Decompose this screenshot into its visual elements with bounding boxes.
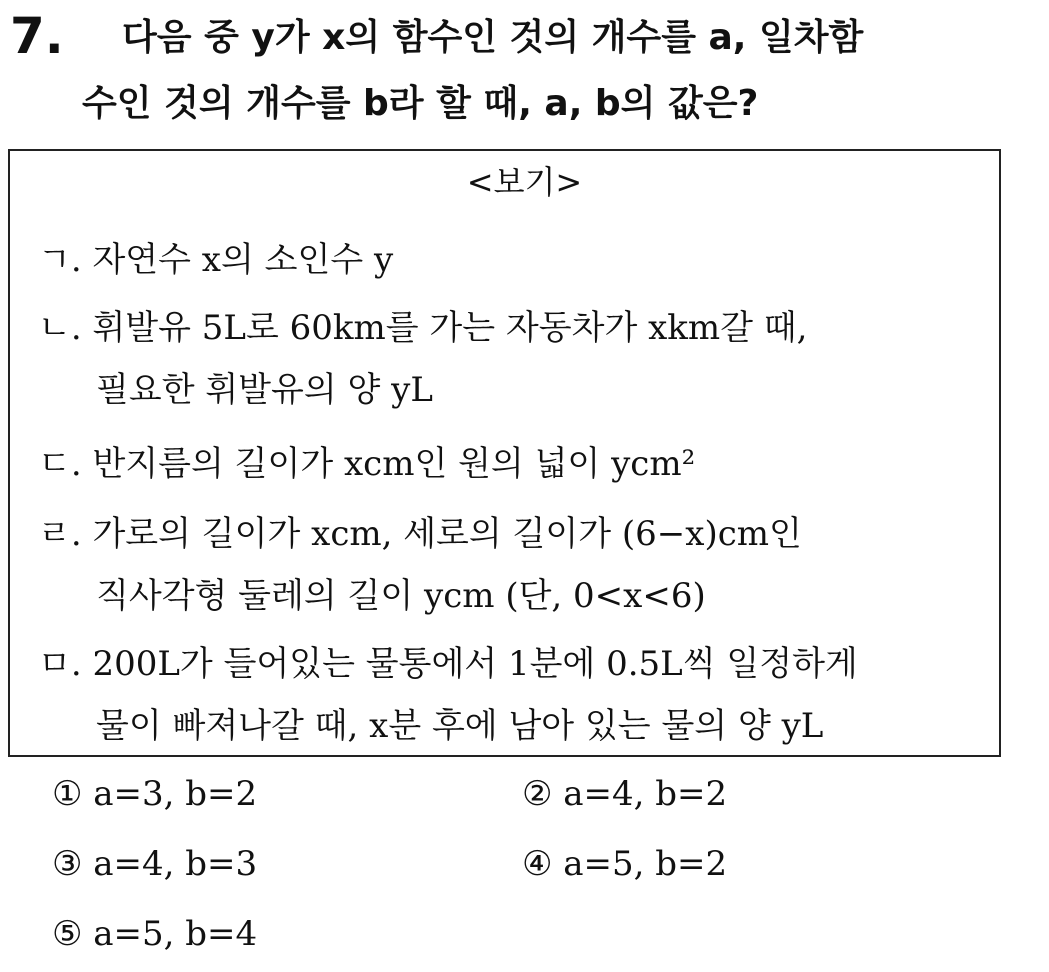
- example-item-3: ㄷ. 반지름의 길이가 xcm인 원의 넓이 ycm²: [38, 444, 696, 484]
- question-text-line-2: 수인 것의 개수를 b라 할 때, a, b의 값은?: [82, 83, 759, 124]
- answer-option-4[interactable]: ④ a=5, b=2: [522, 844, 728, 884]
- example-item-5-line-1: ㅁ. 200L가 들어있는 물통에서 1분에 0.5L씩 일정하게: [38, 644, 858, 684]
- example-item-4-line-2: 직사각형 둘레의 길이 ycm (단, 0<x<6): [96, 576, 706, 616]
- example-item-5-line-2: 물이 빠져나갈 때, x분 후에 남아 있는 물의 양 yL: [96, 706, 824, 746]
- question-text-line-1: 다음 중 y가 x의 함수인 것의 개수를 a, 일차함: [122, 17, 864, 58]
- answer-option-1[interactable]: ① a=3, b=2: [52, 774, 258, 814]
- answer-option-3[interactable]: ③ a=4, b=3: [52, 844, 258, 884]
- example-item-2-line-1: ㄴ. 휘발유 5L로 60km를 가는 자동차가 xkm갈 때,: [38, 308, 808, 348]
- example-item-4-line-1: ㄹ. 가로의 길이가 xcm, 세로의 길이가 (6−x)cm인: [38, 514, 802, 554]
- example-item-1: ㄱ. 자연수 x의 소인수 y: [38, 240, 394, 280]
- example-item-2-line-2: 필요한 휘발유의 양 yL: [96, 370, 433, 410]
- question-number: 7.: [10, 7, 64, 65]
- answer-option-2[interactable]: ② a=4, b=2: [522, 774, 728, 814]
- example-box-title: <보기>: [466, 163, 583, 201]
- answer-option-5[interactable]: ⑤ a=5, b=4: [52, 914, 258, 954]
